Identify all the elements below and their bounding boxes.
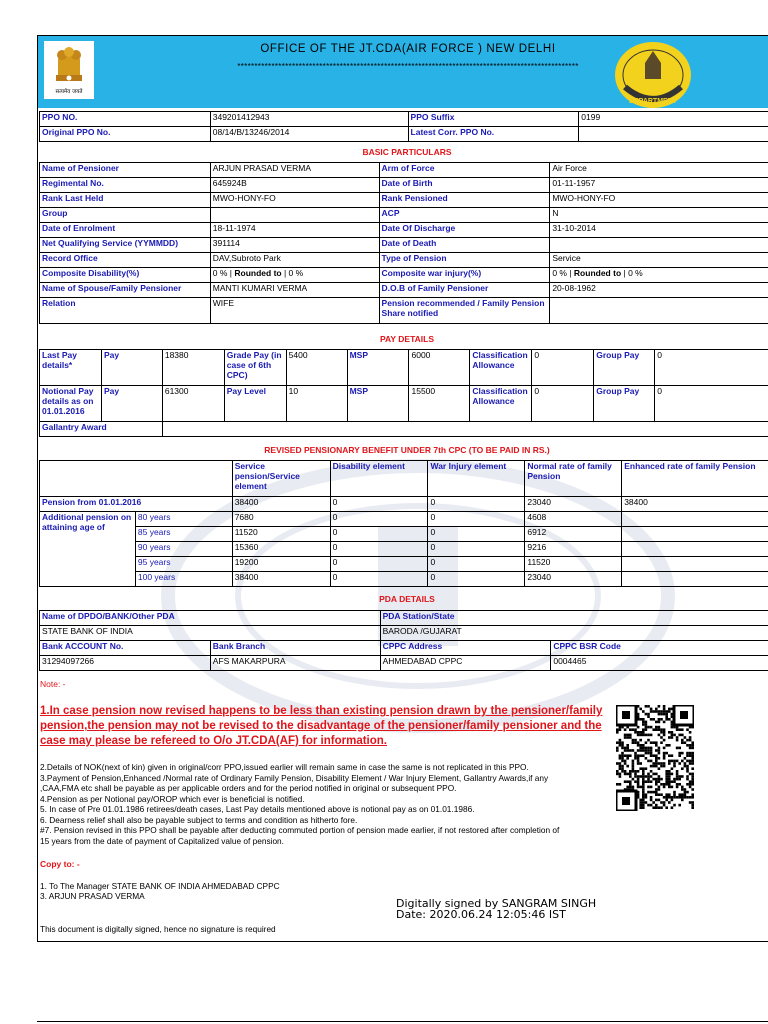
basic-value: 391114 bbox=[210, 238, 379, 253]
dpdo-bank-value: STATE BANK OF INDIA bbox=[40, 626, 381, 641]
age-enhanced-value bbox=[622, 557, 768, 572]
basic-row bbox=[40, 298, 768, 324]
cppc-bsr-value: 0004465 bbox=[551, 656, 768, 671]
original-ppo-label: Original PPO No. bbox=[40, 127, 211, 142]
basic-row bbox=[40, 178, 768, 193]
basic-label: Type of Pension bbox=[379, 253, 550, 268]
col-normal-family-pension: Normal rate of family Pension bbox=[525, 461, 622, 497]
msp-label: MSP bbox=[347, 350, 409, 386]
last-pay-details-label: Last Pay details* bbox=[40, 350, 102, 386]
pension-from-label: Pension from 01.01.2016 bbox=[40, 497, 233, 512]
note-line: 6. Dearness relief shall also be payable subject to terms and condition as hitherto fore. bbox=[40, 814, 358, 825]
ppo-table bbox=[39, 111, 768, 142]
age-war-value: 0 bbox=[428, 527, 525, 542]
basic-label: Name of Pensioner bbox=[40, 163, 211, 178]
age-row bbox=[40, 557, 768, 572]
col-war-injury-element: War Injury element bbox=[428, 461, 525, 497]
header-stars: **************************************************************************************************** bbox=[237, 62, 579, 71]
group-pay-label: Group Pay bbox=[594, 350, 655, 386]
basic-value: MWO-HONY-FO bbox=[550, 193, 768, 208]
bank-account-value: 31294097266 bbox=[40, 656, 211, 671]
basic-particulars-heading: BASIC PARTICULARS bbox=[362, 147, 452, 157]
basic-label: ACP bbox=[379, 208, 550, 223]
age-enhanced-value bbox=[622, 542, 768, 557]
grade-pay-label: Grade Pay (in case of 6th CPC) bbox=[224, 350, 286, 386]
signature-line-2: Date: 2020.06.24 12:05:46 IST bbox=[396, 908, 566, 921]
rounded-to-label: Rounded to bbox=[234, 268, 282, 278]
copy-to-list bbox=[40, 881, 280, 901]
from-war-value: 0 bbox=[428, 497, 525, 512]
header-banner bbox=[38, 36, 768, 108]
col-disability-element: Disability element bbox=[330, 461, 428, 497]
revised-benefit-table bbox=[39, 460, 768, 587]
age-disability-value: 0 bbox=[330, 512, 428, 527]
age-service-value: 38400 bbox=[232, 572, 330, 587]
age-enhanced-value bbox=[622, 527, 768, 542]
ppo-document bbox=[37, 35, 768, 942]
qr-code-icon bbox=[616, 705, 694, 811]
basic-label: Net Qualifying Service (YYMMDD) bbox=[40, 238, 211, 253]
basic-label: Arm of Force bbox=[379, 163, 550, 178]
dpdo-bank-label: Name of DPDO/BANK/Other PDA bbox=[40, 611, 381, 626]
classification-allowance-label-2: Classification Allowance bbox=[470, 386, 532, 422]
last-msp-value: 6000 bbox=[409, 350, 470, 386]
basic-value bbox=[210, 208, 379, 223]
bank-account-label: Bank ACCOUNT No. bbox=[40, 641, 211, 656]
age-row bbox=[40, 527, 768, 542]
pay-label: Pay bbox=[101, 350, 162, 386]
basic-value bbox=[550, 268, 768, 283]
basic-row bbox=[40, 223, 768, 238]
pay-label-2: Pay bbox=[101, 386, 162, 422]
basic-value bbox=[210, 268, 379, 283]
age-service-value: 11520 bbox=[232, 527, 330, 542]
basic-value: Air Force bbox=[550, 163, 768, 178]
revised-benefit-heading: REVISED PENSIONARY BENEFIT UNDER 7th CPC (TO BE PAID IN RS.) bbox=[264, 445, 550, 455]
basic-label: Date of Birth bbox=[379, 178, 550, 193]
rounded-value: | 0 % bbox=[283, 268, 304, 278]
basic-label: Record Office bbox=[40, 253, 211, 268]
additional-pension-label: Additional pension on attaining age of bbox=[40, 512, 136, 587]
basic-value: ARJUN PRASAD VERMA bbox=[210, 163, 379, 178]
important-note: 1.In case pension now revised happens to be less than existing pension drawn by the pensioner/family pension,the pension may not be revised to the disadvantage of the pensioner/family pensioner and the case may please be refereed to O/o JT.CDA(AF) for information. bbox=[40, 705, 603, 747]
latest-corr-ppo-value bbox=[579, 127, 768, 142]
age-label: 90 years bbox=[135, 542, 232, 557]
group-pay-label-2: Group Pay bbox=[594, 386, 655, 422]
pda-station-value: BARODA /GUJARAT bbox=[380, 626, 768, 641]
basic-value: WIFE bbox=[210, 298, 379, 324]
from-disability-value: 0 bbox=[330, 497, 428, 512]
notional-pay-label: Notional Pay details as on 01.01.2016 bbox=[40, 386, 102, 422]
note-label: Note: - bbox=[40, 679, 66, 689]
basic-label: Group bbox=[40, 208, 211, 223]
basic-label: Date Of Discharge bbox=[379, 223, 550, 238]
basic-value: DAV,Subroto Park bbox=[210, 253, 379, 268]
cppc-bsr-label: CPPC BSR Code bbox=[551, 641, 768, 656]
ppo-no-label: PPO NO. bbox=[40, 112, 211, 127]
age-label: 100 years bbox=[135, 572, 232, 587]
basic-value: 645924B bbox=[210, 178, 379, 193]
cppc-address-label: CPPC Address bbox=[380, 641, 551, 656]
gallantry-award-value bbox=[162, 422, 768, 437]
gallantry-award-label: Gallantry Award bbox=[40, 422, 163, 437]
note-line: 3.Payment of Pension,Enhanced /Normal rate of Ordinary Family Pension, Disability Element / War Injury Element, Gallantry Awards,if any bbox=[40, 772, 549, 783]
basic-label: Date of Death bbox=[379, 238, 550, 253]
bank-branch-value: AFS MAKARPURA bbox=[210, 656, 380, 671]
ppo-suffix-value: 0199 bbox=[579, 112, 768, 127]
last-pay-value: 18380 bbox=[162, 350, 224, 386]
original-ppo-value: 08/14/B/13246/2014 bbox=[210, 127, 408, 142]
basic-value: 20-08-1962 bbox=[550, 283, 768, 298]
percent-value: 0 % | bbox=[552, 268, 572, 278]
col-service-pension: Service pension/Service element bbox=[232, 461, 330, 497]
ppo-no-value: 349201412943 bbox=[210, 112, 408, 127]
revised-header-blank bbox=[40, 461, 233, 497]
ppo-suffix-label: PPO Suffix bbox=[408, 112, 579, 127]
pda-details-heading: PDA DETAILS bbox=[379, 594, 435, 604]
classification-allowance-label: Classification Allowance bbox=[470, 350, 532, 386]
note-line: ,CAA,FMA etc shall be payable as per applicable orders and for the period notified in original or subsequent PPO. bbox=[40, 783, 457, 793]
basic-value: MWO-HONY-FO bbox=[210, 193, 379, 208]
age-normal-value: 6912 bbox=[525, 527, 622, 542]
bank-branch-label: Bank Branch bbox=[210, 641, 380, 656]
pay-details-heading: PAY DETAILS bbox=[379, 334, 434, 344]
basic-row bbox=[40, 283, 768, 298]
notional-classification-value: 0 bbox=[532, 386, 594, 422]
basic-label: Composite Disability(%) bbox=[40, 268, 211, 283]
basic-value: 31-10-2014 bbox=[550, 223, 768, 238]
age-label: 80 years bbox=[135, 512, 232, 527]
age-row bbox=[40, 572, 768, 587]
note-line: #7. Pension revised in this PPO shall be payable after deducting commuted portion of pension made earlier, if not restored after completion of bbox=[40, 825, 560, 835]
basic-row bbox=[40, 268, 768, 283]
basic-row bbox=[40, 193, 768, 208]
basic-row bbox=[40, 253, 768, 268]
age-disability-value: 0 bbox=[330, 572, 428, 587]
basic-label: Name of Spouse/Family Pensioner bbox=[40, 283, 211, 298]
notes-list bbox=[40, 762, 630, 846]
col-enhanced-family-pension: Enhanced rate of family Pension bbox=[622, 461, 768, 497]
age-normal-value: 4608 bbox=[525, 512, 622, 527]
basic-value: 01-11-1957 bbox=[550, 178, 768, 193]
note-line: 2.Details of NOK(next of kin) given in original/corr PPO,issued earlier will remain same in case the same is not replicated in this PPO. bbox=[40, 762, 529, 772]
age-service-value: 19200 bbox=[232, 557, 330, 572]
signature-line-1: Digitally signed by SANGRAM SINGH bbox=[396, 897, 597, 910]
basic-label: D.O.B of Family Pensioner bbox=[379, 283, 550, 298]
digital-signature bbox=[396, 898, 596, 920]
grade-pay-value: 5400 bbox=[286, 350, 347, 386]
basic-row bbox=[40, 163, 768, 178]
basic-value bbox=[550, 298, 768, 324]
basic-value: N bbox=[550, 208, 768, 223]
notional-group-pay-value: 0 bbox=[655, 386, 768, 422]
copy-to-line-1: 1. To The Manager STATE BANK OF INDIA AHMEDABAD CPPC bbox=[40, 881, 280, 891]
basic-label: Date of Enrolment bbox=[40, 223, 211, 238]
note-line: 5. In case of Pre 01.01.1986 retirees/death cases, Last Pay details mentioned above is notional pay as on 01.01.1986. bbox=[40, 804, 475, 814]
notional-pay-value: 61300 bbox=[162, 386, 224, 422]
age-war-value: 0 bbox=[428, 512, 525, 527]
from-normal-value: 23040 bbox=[525, 497, 622, 512]
age-disability-value: 0 bbox=[330, 542, 428, 557]
age-war-value: 0 bbox=[428, 557, 525, 572]
age-label: 95 years bbox=[135, 557, 232, 572]
age-service-value: 15360 bbox=[232, 542, 330, 557]
age-war-value: 0 bbox=[428, 572, 525, 587]
age-disability-value: 0 bbox=[330, 557, 428, 572]
basic-label: Rank Last Held bbox=[40, 193, 211, 208]
age-normal-value: 23040 bbox=[525, 572, 622, 587]
last-group-pay-value: 0 bbox=[655, 350, 768, 386]
latest-corr-ppo-label: Latest Corr. PPO No. bbox=[408, 127, 579, 142]
footer-rule bbox=[37, 1021, 768, 1022]
basic-label: Rank Pensioned bbox=[379, 193, 550, 208]
rounded-to-label: Rounded to bbox=[573, 268, 622, 278]
office-title: OFFICE OF THE JT.CDA(AIR FORCE ) NEW DELHI bbox=[260, 43, 556, 55]
basic-label: Relation bbox=[40, 298, 211, 324]
age-normal-value: 9216 bbox=[525, 542, 622, 557]
age-row bbox=[40, 542, 768, 557]
basic-label: Regimental No. bbox=[40, 178, 211, 193]
digitally-signed-note: This document is digitally signed, hence no signature is required bbox=[40, 924, 276, 934]
percent-value: 0 % | bbox=[212, 268, 232, 278]
pay-details-table bbox=[39, 349, 768, 437]
basic-value: MANTI KUMARI VERMA bbox=[210, 283, 379, 298]
age-normal-value: 11520 bbox=[525, 557, 622, 572]
basic-label: Composite war injury(%) bbox=[379, 268, 550, 283]
copy-to-line-2: 3. ARJUN PRASAD VERMA bbox=[40, 891, 145, 901]
age-war-value: 0 bbox=[428, 542, 525, 557]
pda-station-label: PDA Station/State bbox=[380, 611, 768, 626]
basic-label: Pension recommended / Family Pension Share notified bbox=[379, 298, 550, 324]
pay-level-value: 10 bbox=[286, 386, 347, 422]
seal-caption: DEPARTMENT bbox=[628, 98, 678, 105]
age-label: 85 years bbox=[135, 527, 232, 542]
department-seal-icon bbox=[611, 39, 696, 111]
age-disability-value: 0 bbox=[330, 527, 428, 542]
basic-particulars-table bbox=[39, 162, 768, 324]
notional-msp-value: 15500 bbox=[409, 386, 470, 422]
age-enhanced-value bbox=[622, 572, 768, 587]
pay-level-label: Pay Level bbox=[224, 386, 286, 422]
copy-to-label: Copy to: - bbox=[40, 859, 80, 869]
note-line: 15 years from the date of payment of Capitalized value of pension. bbox=[40, 835, 284, 846]
basic-value bbox=[550, 238, 768, 253]
basic-row bbox=[40, 208, 768, 223]
from-enhanced-value: 38400 bbox=[622, 497, 768, 512]
note-line: 4.Pension as per Notional pay/OROP which ever is beneficial is notified. bbox=[40, 793, 305, 804]
basic-row bbox=[40, 238, 768, 253]
age-service-value: 7680 bbox=[232, 512, 330, 527]
msp-label-2: MSP bbox=[347, 386, 409, 422]
age-row bbox=[40, 512, 768, 527]
basic-value: 18-11-1974 bbox=[210, 223, 379, 238]
last-classification-value: 0 bbox=[532, 350, 594, 386]
basic-value: Service bbox=[550, 253, 768, 268]
emblem-caption: सत्यमेव जयते bbox=[55, 89, 83, 95]
cppc-address-value: AHMEDABAD CPPC bbox=[380, 656, 551, 671]
pda-details-table bbox=[39, 610, 768, 671]
national-emblem-icon bbox=[44, 41, 94, 99]
rounded-value: | 0 % bbox=[623, 268, 643, 278]
from-service-value: 38400 bbox=[232, 497, 330, 512]
age-enhanced-value bbox=[622, 512, 768, 527]
